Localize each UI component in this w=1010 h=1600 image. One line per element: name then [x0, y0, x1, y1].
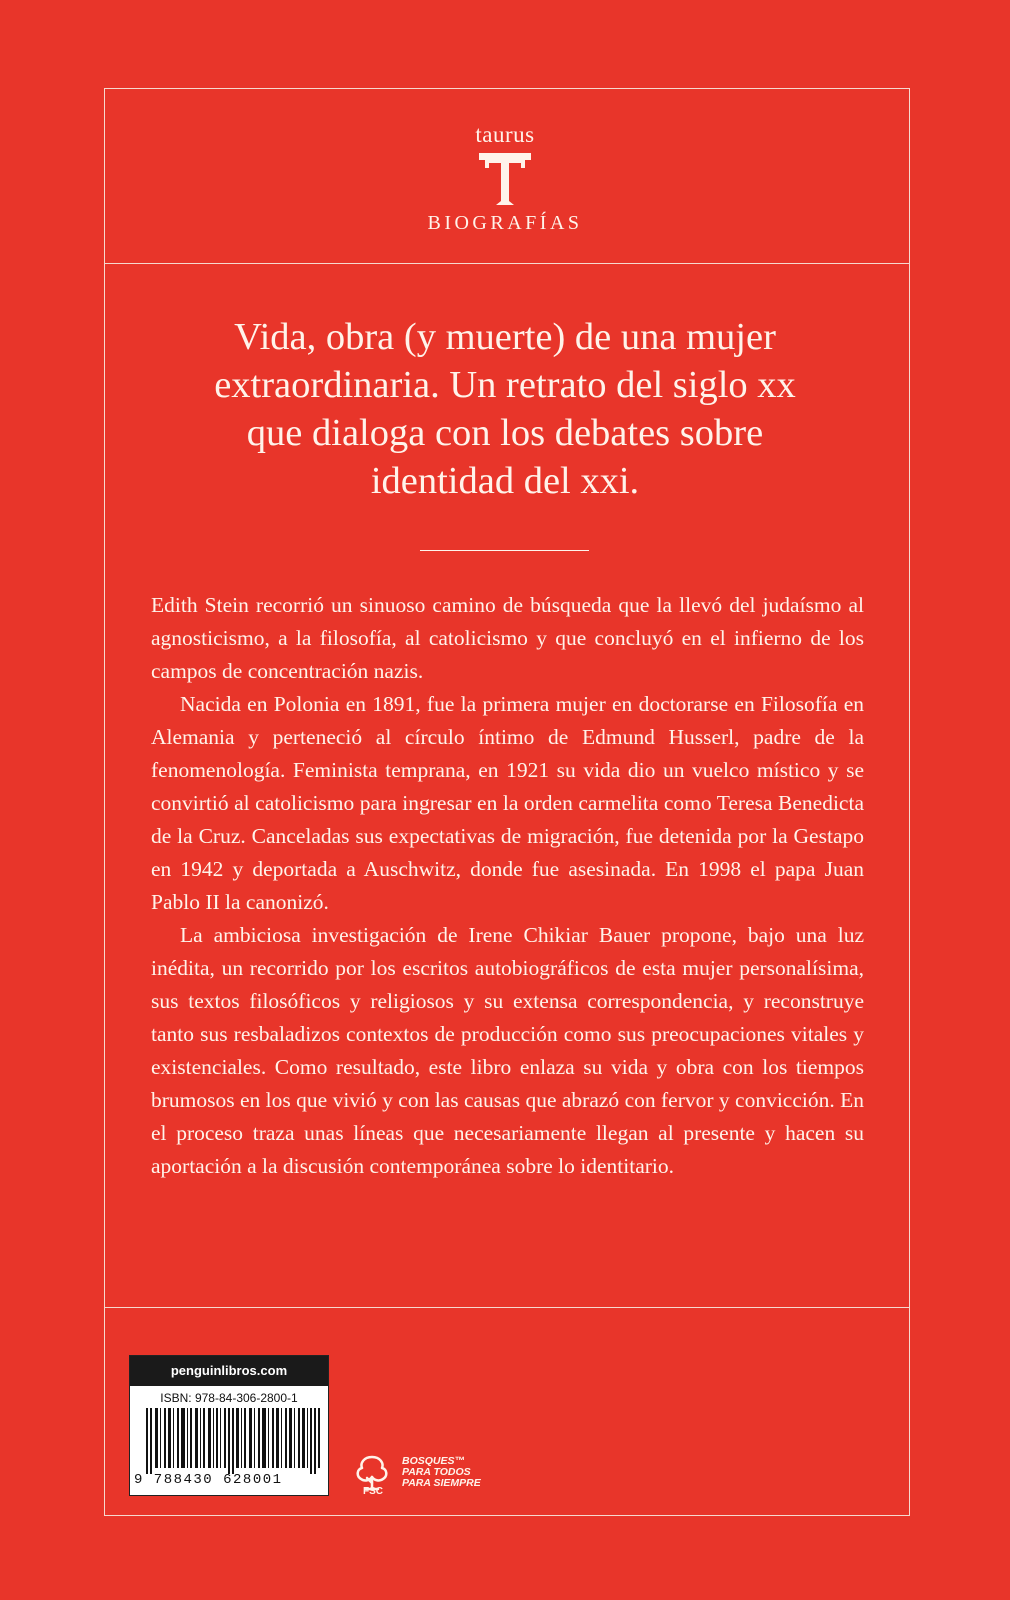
- synopsis-paragraph: Edith Stein recorrió un sinuoso camino de búsqueda que la llevó del judaísmo al agnosticismo, a la filosofía, al catolicismo y que concluyó en el infierno de los campos de concentración nazis.: [151, 593, 864, 683]
- collection-name: BIOGRAFÍAS: [427, 212, 583, 234]
- fsc-slogan-line: PARA TODOS: [402, 1466, 471, 1478]
- barcode-icon: [146, 1408, 322, 1474]
- synopsis: [151, 589, 864, 1183]
- website-label: penguinlibros.com: [130, 1356, 328, 1386]
- tagline: [150, 313, 860, 505]
- tagline-line: identidad del xxi.: [370, 460, 640, 502]
- ornament-rule: [420, 550, 589, 551]
- tagline-line: que dialoga con los debates sobre: [246, 412, 764, 454]
- taurus-t-logo-icon: [475, 151, 535, 207]
- tagline-line: extraordinaria. Un retrato del siglo xx: [214, 364, 796, 406]
- fsc-slogan-line: BOSQUES™: [402, 1455, 466, 1467]
- tagline-line: Vida, obra (y muerte) de una mujer: [234, 316, 776, 358]
- barcode-block: [129, 1355, 329, 1496]
- footer-divider: [104, 1307, 910, 1308]
- publisher-name: taurus: [475, 122, 535, 147]
- synopsis-paragraph: La ambiciosa investigación de Irene Chikiar Bauer propone, bajo una luz inédita, un recorrido por los escritos autobiográficos de esta mujer personalísima, sus textos filosóficos y religiosos y su extensa correspondencia, y reconstruye tanto sus resbaladizos contextos de producción como sus preocupaciones vitales y existenciales. Como resultado, este libro enlaza su vida y obra con los tiempos brumosos en los que vivió y con las causas que abrazó con fervor y convicción. En el proceso traza unas líneas que necesariamente llegan al presente y hacen su aportación a la discusión contemporánea sobre lo identitario.: [151, 923, 864, 1178]
- fsc-slogan: [402, 1456, 481, 1489]
- isbn-label: ISBN: 978-84-306-2800-1: [160, 1391, 298, 1405]
- barcode-digits: 9 788430 628001: [134, 1472, 283, 1488]
- synopsis-paragraph: Nacida en Polonia en 1891, fue la primera mujer en doctorarse en Filosofía en Alemania y perteneció al círculo íntimo de Edmund Husserl, padre de la fenomenología. Feminista temprana, en 1921 su vida dio un vuelco místico y se convirtió al catolicismo para ingresar en la orden carmelita como Teresa Benedicta de la Cruz. Canceladas sus expectativas de migración, fue detenida por la Gestapo en 1942 y deportada a Auschwitz, donde fue asesinada. En 1998 el papa Juan Pablo II la canonizó.: [151, 692, 864, 914]
- fsc-slogan-line: PARA SIEMPRE: [402, 1477, 481, 1489]
- header-divider: [104, 263, 910, 264]
- fsc-label: FSC: [363, 1486, 383, 1497]
